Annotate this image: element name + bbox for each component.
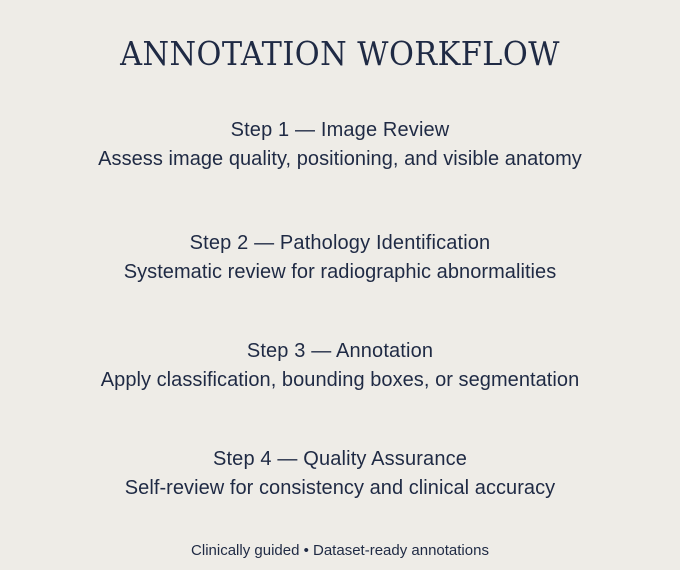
page-title: ANNOTATION WORKFLOW <box>120 34 560 73</box>
workflow-step-2 <box>0 229 680 287</box>
workflow-step-4 <box>0 445 680 503</box>
step-description: Systematic review for radiographic abnormalities <box>123 261 557 283</box>
step-description: Apply classification, bounding boxes, or segmentation <box>100 369 580 391</box>
workflow-step-3 <box>0 337 680 395</box>
step-heading: Step 1 — Image Review <box>230 119 450 141</box>
footer-tagline: Clinically guided • Dataset-ready annotations <box>191 542 489 559</box>
step-heading: Step 2 — Pathology Identification <box>189 232 491 254</box>
step-description: Self-review for consistency and clinical accuracy <box>124 477 556 499</box>
step-description: Assess image quality, positioning, and visible anatomy <box>98 148 582 170</box>
step-heading: Step 4 — Quality Assurance <box>212 448 468 470</box>
workflow-step-1 <box>0 116 680 174</box>
step-heading: Step 3 — Annotation <box>246 340 434 362</box>
